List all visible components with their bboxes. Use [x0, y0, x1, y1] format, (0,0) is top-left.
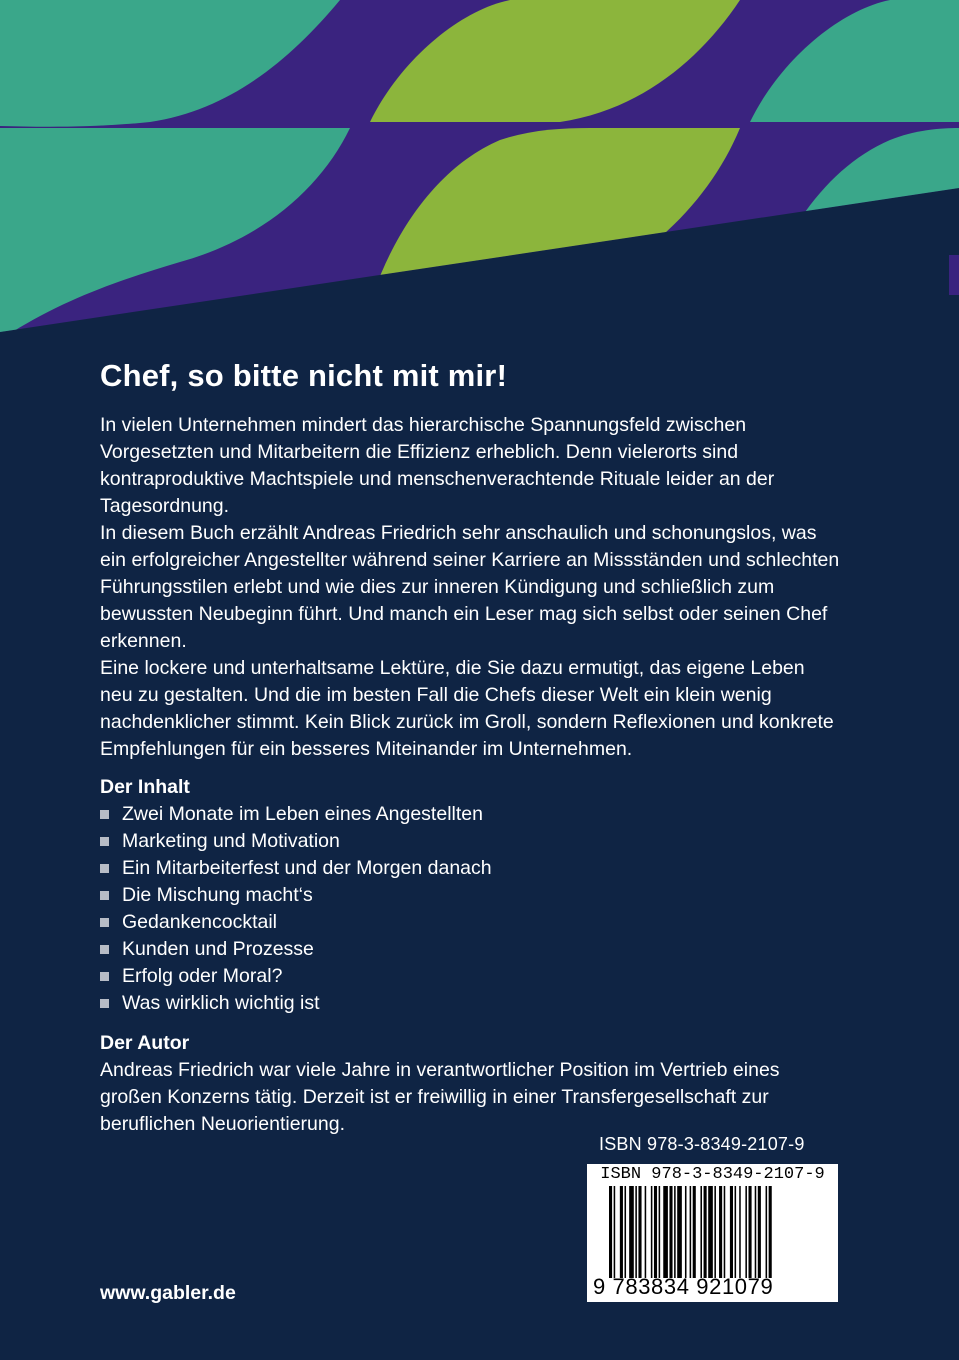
barcode-bar: [674, 1186, 676, 1278]
list-item: Zwei Monate im Leben eines Angestellten: [100, 801, 840, 828]
author-bio: Andreas Friedrich war viele Jahre in verantwortlicher Position im Vertrieb eines großen Konzerns tätig. Derzeit ist er freiwillig in einer Transfergesellschaft zur beruflichen Neuorientierung.: [100, 1059, 780, 1135]
barcode-bar: [714, 1186, 716, 1278]
barcode-bar: [700, 1186, 702, 1278]
author-heading: Der Autor: [100, 1032, 190, 1054]
author-section: [100, 1030, 840, 1138]
barcode-bar: [749, 1186, 752, 1278]
barcode-bar: [651, 1186, 653, 1278]
barcode-bar: [645, 1186, 647, 1278]
barcode-bar: [745, 1186, 747, 1278]
barcode-bar: [735, 1186, 737, 1278]
paragraph: Eine lockere und unterhaltsame Lektüre, die Sie dazu ermutigt, das eigene Leben neu zu gestalten. Und die im besten Fall die Chefs dieser Welt ein klein wenig nachdenklicher stimmt. Kein Blick zurück im Groll, sondern Reflexionen und konkrete Empfehlungen für ein besseres Miteinander im Unternehmen.: [100, 657, 834, 760]
barcode-bar: [758, 1186, 761, 1278]
barcode-bar: [719, 1186, 722, 1278]
barcode-bar: [766, 1186, 768, 1278]
contents-list: [100, 801, 840, 1017]
barcode-bar: [677, 1186, 682, 1278]
list-item: Marketing und Motivation: [100, 828, 840, 855]
barcode-bar: [724, 1186, 726, 1278]
list-item: Erfolg oder Moral?: [100, 963, 840, 990]
square-bullet-icon: [100, 918, 109, 927]
barcode-bars: [587, 1186, 838, 1278]
book-title: Chef, so bitte nicht mit mir!: [100, 358, 508, 393]
decorative-leaf-pattern: [0, 0, 959, 340]
barcode-bar: [629, 1186, 634, 1278]
isbn-label: ISBN 978-3-8349-2107-9: [599, 1134, 805, 1154]
paragraph: In vielen Unternehmen mindert das hierarchische Spannungsfeld zwischen Vorgesetzten und Mitarbeitern die Effizienz erheblich. Denn vielerorts sind kontraproduktive Machtspiele und menschenverachtende Rituale leider an der Tagesordnung.: [100, 414, 775, 517]
barcode-bar: [769, 1186, 772, 1278]
square-bullet-icon: [100, 837, 109, 846]
square-bullet-icon: [100, 945, 109, 954]
barcode-digits: 9 783834 921079: [593, 1274, 774, 1299]
barcode-bar: [663, 1186, 668, 1278]
square-bullet-icon: [100, 864, 109, 873]
list-item: Die Mischung macht‘s: [100, 882, 840, 909]
barcode-bar: [654, 1186, 657, 1278]
barcode-isbn-text: ISBN 978-3-8349-2107-9: [600, 1165, 825, 1184]
square-bullet-icon: [100, 810, 109, 819]
barcode-bar: [620, 1186, 623, 1278]
paragraph: In diesem Buch erzählt Andreas Friedrich sehr anschaulich und schonungslos, was ein erfolgreicher Angestellter während seiner Karriere an Missständen und schlechten Führungsstilen erlebt und wie dies zur inneren Kündigung und schließlich zum bewussten Neubeginn führt. Und manch ein Leser mag sich selbst oder seinen Chef erkennen.: [100, 522, 840, 652]
barcode-bar: [614, 1186, 616, 1278]
barcode-bar: [739, 1186, 741, 1278]
website-url: www.gabler.de: [100, 1282, 236, 1304]
barcode-bar: [625, 1186, 627, 1278]
barcode-bar: [669, 1186, 672, 1278]
contents-section: [100, 774, 840, 1017]
barcode-bar: [690, 1186, 692, 1278]
barcode-bar: [755, 1186, 757, 1278]
square-bullet-icon: [100, 972, 109, 981]
barcode: [587, 1164, 838, 1302]
list-item: Was wirklich wichtig ist: [100, 990, 840, 1017]
barcode-bar: [638, 1186, 641, 1278]
barcode-bar: [704, 1186, 707, 1278]
barcode-bar: [730, 1186, 733, 1278]
barcode-bar: [609, 1186, 612, 1278]
contents-heading: Der Inhalt: [100, 776, 190, 798]
description: [100, 412, 840, 763]
list-item: Ein Mitarbeiterfest und der Morgen danach: [100, 855, 840, 882]
barcode-bar: [659, 1186, 661, 1278]
barcode-bar: [693, 1186, 696, 1278]
square-bullet-icon: [100, 891, 109, 900]
list-item: Gedankencocktail: [100, 909, 840, 936]
barcode-bar: [685, 1186, 687, 1278]
list-item: Kunden und Prozesse: [100, 936, 840, 963]
square-bullet-icon: [100, 999, 109, 1008]
barcode-bar: [708, 1186, 713, 1278]
barcode-bar: [635, 1186, 637, 1278]
